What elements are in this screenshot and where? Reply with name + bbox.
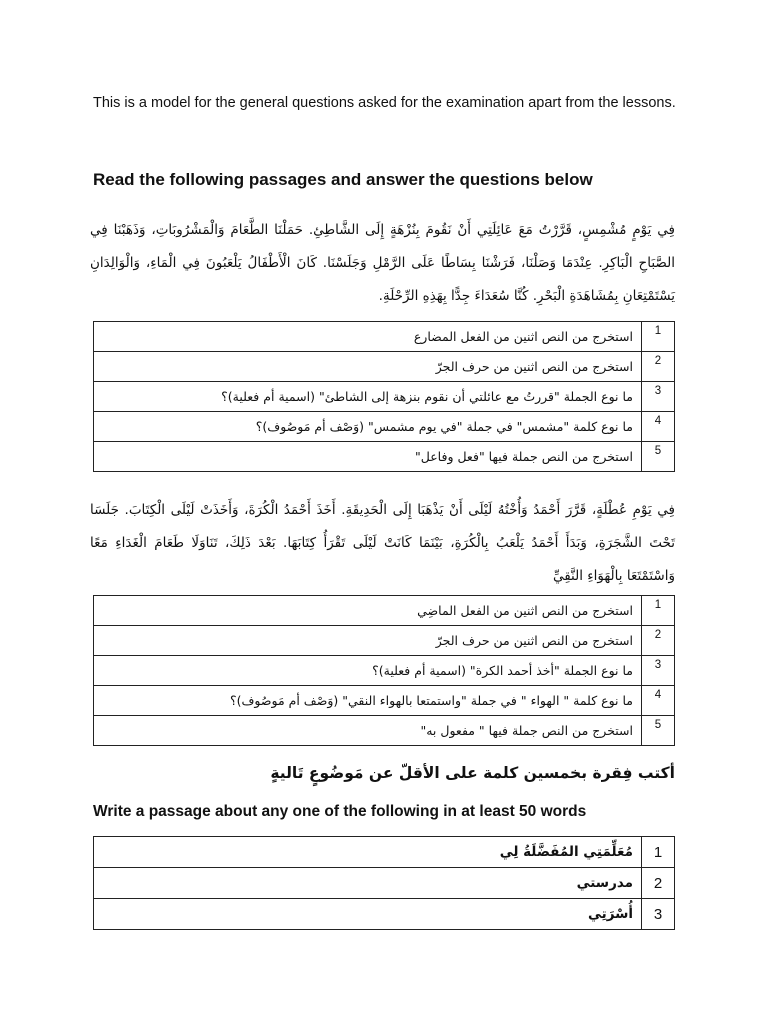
table-row	[94, 596, 675, 626]
question-number: 3	[642, 382, 675, 412]
question-text: استخرج من النص اثنين من حرف الجرّ	[94, 626, 642, 656]
questions-table-2	[93, 595, 675, 746]
question-text: استخرج من النص جملة فيها " مفعول به"	[94, 716, 642, 746]
topic-number: 1	[642, 837, 675, 868]
question-number: 2	[642, 352, 675, 382]
topic-text: أُسْرَتِي	[94, 899, 642, 930]
table-row	[94, 899, 675, 930]
questions-table-1	[93, 321, 675, 472]
topic-number: 3	[642, 899, 675, 930]
table-row	[94, 382, 675, 412]
question-number: 2	[642, 626, 675, 656]
question-text: ما نوع الجملة "أخذ أحمد الكرة" (اسمية أم فعلية)؟	[94, 656, 642, 686]
topic-text: مدرستي	[94, 868, 642, 899]
question-number: 3	[642, 656, 675, 686]
question-text: ما نوع كلمة "مشمس" في جملة "في يوم مشمس" (وَصْف أم مَوصُوف)؟	[94, 412, 642, 442]
table-row	[94, 716, 675, 746]
question-text: ما نوع كلمة " الهواء " في جملة "واستمتعا بالهواء النقي" (وَصْف أم مَوصُوف)؟	[94, 686, 642, 716]
question-number: 1	[642, 322, 675, 352]
passage-1: فِي يَوْمٍ مُشْمِسٍ، قَرَّرْتُ مَعَ عَائِلَتِي أَنْ نَقُومَ بِنُزْهَةٍ إِلَى الشَّاطِئِ. حَمَلْنَا الطَّعَامَ وَالْمَشْرُوبَاتِ، وَذَهَبْنَا فِي الصَّبَاحِ الْبَاكِرِ. عِنْدَمَا وَصَلْنَا، فَرَشْنَا بِسَاطًا عَلَى الرَّمْلِ وَجَلَسْنَا. كَانَ الْأَطْفَالُ يَلْعَبُونَ فِي الْمَاءِ، وَالْوَالِدَانِ يَسْتَمْتِعَانِ بِمُشَاهَدَةِ الْبَحْرِ. كُنَّا سُعَدَاءَ جِدًّا بِهَذِهِ الرِّحْلَةِ.	[90, 222, 675, 304]
intro-text: This is a model for the general questions asked for the examination apart from the lessons.	[93, 95, 676, 111]
question-text: استخرج من النص اثنين من الفعل المضارع	[94, 322, 642, 352]
writing-heading-arabic: أكتب فِقرة بخمسين كلمة على الأقلّ عن مَوضُوعٍ تَاليةٍ	[270, 764, 675, 782]
table-row	[94, 656, 675, 686]
topic-text: مُعَلِّمَتِي المُفَضَّلَةُ لِي	[94, 837, 642, 868]
table-row	[94, 412, 675, 442]
table-row	[94, 837, 675, 868]
question-text: استخرج من النص اثنين من الفعل الماضِي	[94, 596, 642, 626]
topics-table	[93, 836, 675, 930]
topic-number: 2	[642, 868, 675, 899]
section1-heading: Read the following passages and answer the questions below	[93, 170, 593, 189]
table-row	[94, 442, 675, 472]
table-row	[94, 868, 675, 899]
writing-heading-english: Write a passage about any one of the following in at least 50 words	[93, 803, 587, 820]
table-row	[94, 352, 675, 382]
question-number: 4	[642, 412, 675, 442]
question-number: 1	[642, 596, 675, 626]
question-text: ما نوع الجملة "قررتُ مع عائلتي أن نقوم بنزهة إلى الشاطئ" (اسمية أم فعلية)؟	[94, 382, 642, 412]
question-number: 4	[642, 686, 675, 716]
question-number: 5	[642, 716, 675, 746]
question-text: استخرج من النص اثنين من حرف الجرّ	[94, 352, 642, 382]
question-number: 5	[642, 442, 675, 472]
table-row	[94, 626, 675, 656]
table-row	[94, 686, 675, 716]
passage-2: فِي يَوْمِ عُطْلَةٍ، قَرَّرَ أَحْمَدُ وَأُخْتُهُ لَيْلَى أَنْ يَذْهَبَا إِلَى الْحَدِيقَةِ. أَخَذَ أَحْمَدُ الْكُرَةَ، وَأَخَذَتْ لَيْلَى الْكِتَابَ. جَلَسَا تَحْتَ الشَّجَرَةِ، وَبَدَأَ أَحْمَدُ يَلْعَبُ بِالْكُرَةِ، بَيْنَمَا كَانَتْ لَيْلَى تَقْرَأُ كِتَابَهَا. بَعْدَ ذَلِكَ، تَنَاوَلَا طَعَامَ الْغَدَاءِ مَعًا وَاسْتَمْتَعَا بِالْهَوَاءِ النَّقِيِّ	[90, 502, 675, 584]
table-row	[94, 322, 675, 352]
question-text: استخرج من النص جملة فيها "فعل وفاعل"	[94, 442, 642, 472]
